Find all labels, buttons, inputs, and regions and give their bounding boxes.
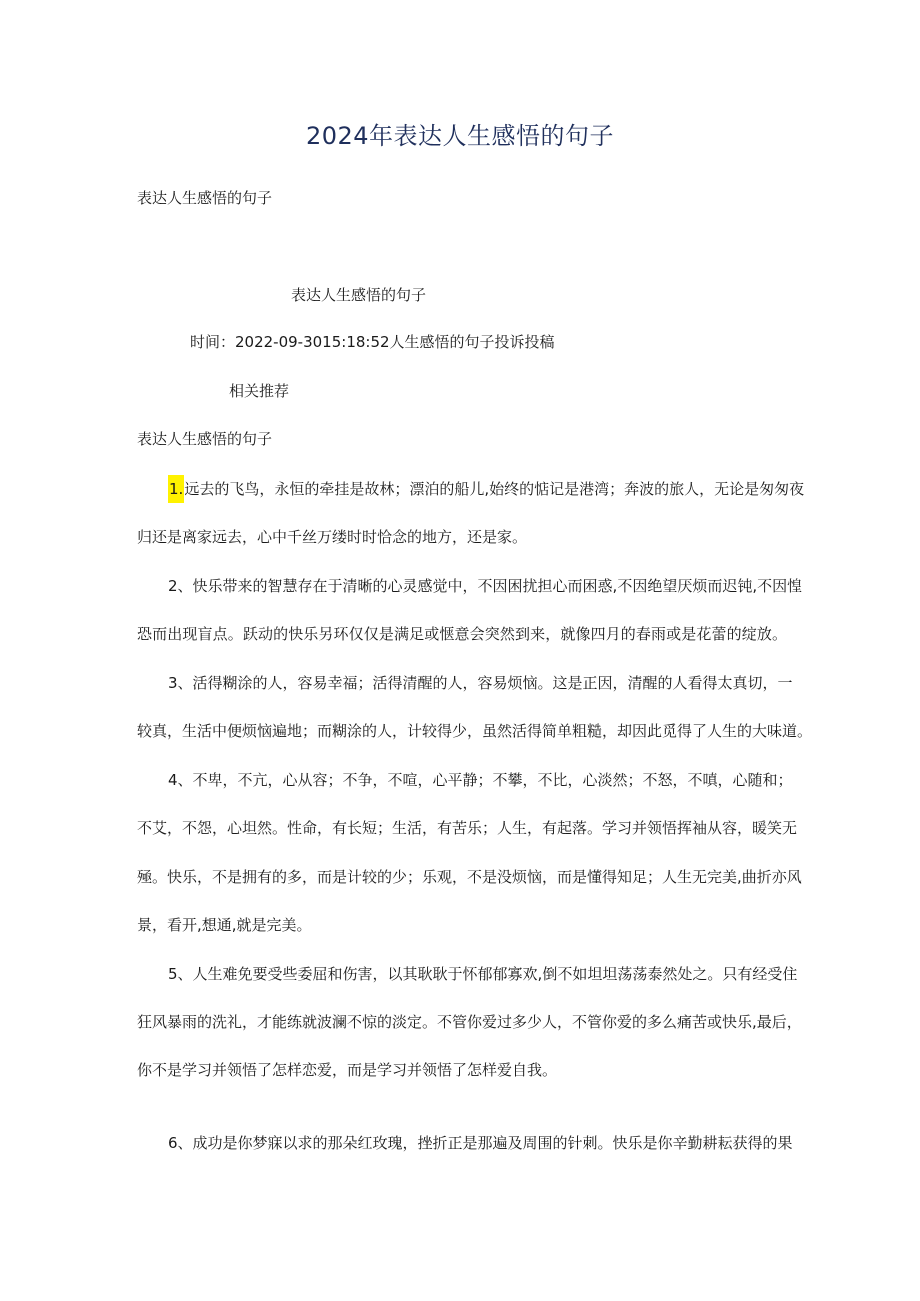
- paragraph-6-line-1: 6、成功是你梦寐以求的那朵红玫瑰，挫折正是那遍及周围的针刺。快乐是你辛勤耕耘获得的果: [168, 1134, 793, 1152]
- subtitle: 表达人生感悟的句子: [137, 189, 273, 207]
- document-title: 2024年表达人生感悟的句子: [305, 122, 615, 150]
- paragraph-number-highlight: 1.: [168, 475, 184, 503]
- meta-line: 时间：2022-09-3015:18:52人生感悟的句子投诉投稿: [190, 333, 555, 351]
- paragraph-4-line-4: 景，看开,想通,就是完美。: [137, 916, 312, 934]
- paragraph-4-line-2: 不艾，不怨，心坦然。性命，有长短；生活，有苦乐；人生，有起落。学习并领悟挥袖从容，暖笑无: [137, 819, 798, 837]
- center-title: 表达人生感悟的句子: [291, 286, 427, 304]
- paragraph-3-line-2: 较真，生活中便烦恼遍地；而糊涂的人，计较得少，虽然活得简单粗糙，却因此觅得了人生的大味道。: [137, 722, 813, 740]
- paragraph-5-line-2: 狂风暴雨的洗礼，才能练就波澜不惊的淡定。不管你爱过多少人，不管你爱的多么痛苦或快乐,最后，: [137, 1013, 802, 1031]
- paragraph-1-line-2: 归还是离家远去，心中千丝万缕时时恰念的地方，还是家。: [137, 528, 528, 546]
- paragraph-4-line-3: 殛。快乐，不是拥有的多，而是计较的少；乐观，不是没烦恼，而是懂得知足；人生无完美,曲折亦风: [137, 868, 802, 886]
- paragraph-4-line-1: 4、不卑，不亢，心从容；不争，不喧，心平静；不攀，不比，心淡然；不怒，不嗔，心随和；: [168, 771, 793, 789]
- paragraph-3-line-1: 3、活得糊涂的人，容易幸福；活得清醒的人，容易烦恼。这是正因，清醒的人看得太真切，一: [168, 674, 793, 692]
- related-label: 相关推荐: [229, 382, 290, 400]
- paragraph-2-line-1: 2、快乐带来的智慧存在于清晰的心灵感觉中，不因困扰担心而困惑,不因绝望厌烦而迟钝,不因惶: [168, 577, 803, 595]
- paragraph-1-line-1: 1.远去的飞鸟，永恒的牵挂是故林；漂泊的船儿,始终的惦记是港湾；奔波的旅人，无论是匆匆夜: [168, 479, 788, 499]
- paragraph-5-line-1: 5、人生难免要受些委屈和伤害，以其耿耿于怀郁郁寡欢,倒不如坦坦荡荡泰然处之。只有经受住: [168, 965, 798, 983]
- paragraph-2-line-2: 恐而出现盲点。跃动的快乐另环仅仅是满足或惬意会突然到来，就像四月的春雨或是花蕾的绽放。: [137, 625, 787, 643]
- section-heading: 表达人生感悟的句子: [137, 430, 273, 448]
- paragraph-5-line-3: 你不是学习并领悟了怎样恋爱，而是学习并领悟了怎样爱自我。: [137, 1061, 558, 1079]
